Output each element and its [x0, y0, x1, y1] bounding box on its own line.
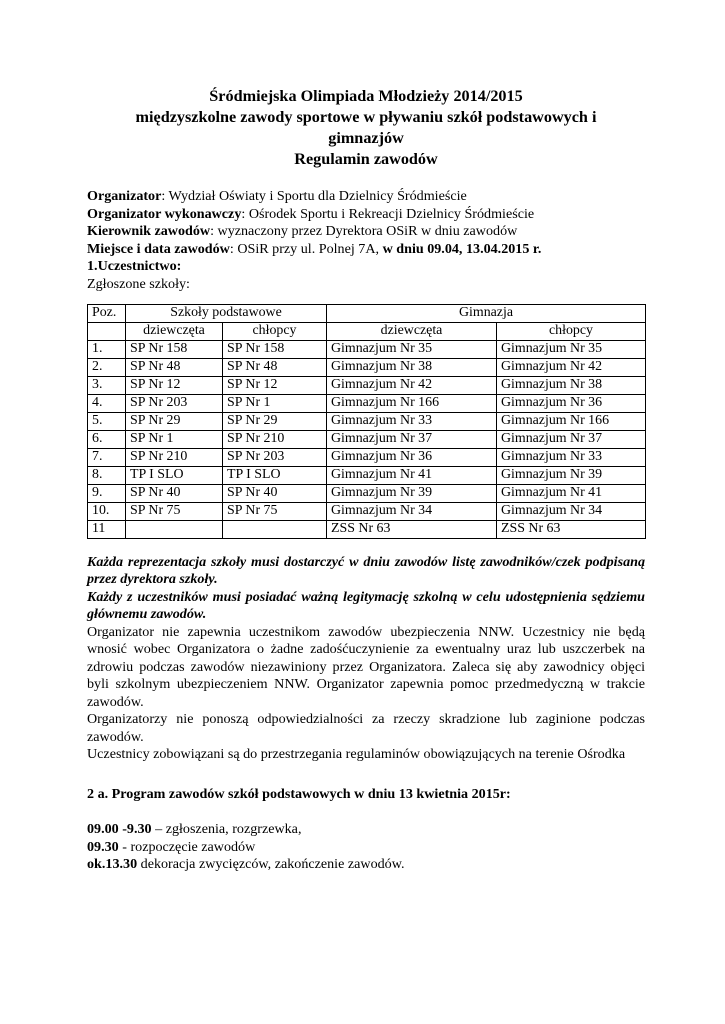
primary-girls-school: SP Nr 1 — [126, 430, 223, 448]
table-row — [88, 340, 646, 358]
row-position: 10. — [88, 502, 126, 520]
section-1-heading: 1.Uczestnictwo: — [87, 258, 182, 275]
program-item: 09.30 - rozpoczęcie zawodów — [87, 838, 256, 855]
primary-boys-school: SP Nr 12 — [223, 376, 327, 394]
primary-schools-header: Szkoły podstawowe — [126, 304, 327, 322]
gym-boys-school: Gimnazjum Nr 35 — [497, 340, 646, 358]
gym-boys-school: Gimnazjum Nr 39 — [497, 466, 646, 484]
title-line-4: Regulamin zawodów — [294, 150, 438, 168]
primary-boys-school: SP Nr 1 — [223, 394, 327, 412]
table-row — [88, 430, 646, 448]
row-position: 8. — [88, 466, 126, 484]
row-position: 11 — [88, 520, 126, 538]
row-position: 5. — [88, 412, 126, 430]
primary-girls-school: SP Nr 40 — [126, 484, 223, 502]
gym-boys-header: chłopcy — [497, 322, 646, 340]
subheader-empty — [88, 322, 126, 340]
title-line-3: gimnazjów — [328, 129, 404, 147]
section-2-heading: 2 a. Program zawodów szkół podstawowych w dniu 13 kwietnia 2015r: — [87, 785, 511, 802]
gym-girls-school: Gimnazjum Nr 35 — [327, 340, 497, 358]
gym-boys-school: Gimnazjum Nr 41 — [497, 484, 646, 502]
row-position: 3. — [88, 376, 126, 394]
gym-boys-school: Gimnazjum Nr 166 — [497, 412, 646, 430]
place-line: Miejsce i data zawodów: OSiR przy ul. Polnej 7A, w dniu 09.04, 13.04.2015 r. — [87, 240, 542, 257]
gym-boys-school: Gimnazjum Nr 42 — [497, 358, 646, 376]
program-item: ok.13.30 dekoracja zwycięzców, zakończenie zawodów. — [87, 856, 405, 873]
gym-boys-school: Gimnazjum Nr 38 — [497, 376, 646, 394]
primary-girls-header: dziewczęta — [126, 322, 223, 340]
note-liability: Organizatorzy nie ponoszą odpowiedzialności za rzeczy skradzione lub zaginione podczas zawodów. — [87, 711, 645, 745]
table-row — [88, 394, 646, 412]
gym-boys-school: Gimnazjum Nr 34 — [497, 502, 646, 520]
table-row — [88, 466, 646, 484]
table-body — [88, 340, 646, 538]
gym-girls-school: Gimnazjum Nr 166 — [327, 394, 497, 412]
gym-girls-school: Gimnazjum Nr 33 — [327, 412, 497, 430]
gym-girls-school: Gimnazjum Nr 38 — [327, 358, 497, 376]
meta-info — [87, 188, 645, 294]
row-position: 7. — [88, 448, 126, 466]
table-row — [88, 502, 646, 520]
primary-girls-school: SP Nr 210 — [126, 448, 223, 466]
table-row — [88, 520, 646, 538]
gym-girls-header: dziewczęta — [327, 322, 497, 340]
row-position: 9. — [88, 484, 126, 502]
entries-label: Zgłoszone szkoły: — [87, 275, 190, 292]
gym-girls-school: Gimnazjum Nr 37 — [327, 430, 497, 448]
document-title — [87, 86, 645, 170]
primary-boys-school: SP Nr 203 — [223, 448, 327, 466]
note-insurance: Organizator nie zapewnia uczestnikom zawodów ubezpieczenia NNW. Uczestnicy nie będą wnosić wobec Organizatora o żadne zadośćuczynienie za ewentualny uraz lub uszczerbek na zdrowiu podczas zawodów niezawiniony przez Organizatora. Zaleca się aby zawodnicy objęci byli szkolnym ubezpieczeniem NNW. Organizator zapewnia pomoc przedmedyczną w trakcie zawodów. — [87, 623, 645, 710]
table-header-row — [88, 304, 646, 322]
organizer-line: Organizator: Wydział Oświaty i Sportu dla Dzielnicy Śródmieście — [87, 188, 467, 204]
table-row — [88, 412, 646, 430]
rules-notes — [87, 554, 645, 764]
primary-girls-school — [126, 520, 223, 538]
table-row — [88, 358, 646, 376]
primary-boys-school: SP Nr 75 — [223, 502, 327, 520]
schools-table — [87, 304, 646, 539]
table-subheader-row — [88, 322, 646, 340]
gym-girls-school: Gimnazjum Nr 42 — [327, 376, 497, 394]
row-position: 1. — [88, 340, 126, 358]
gym-boys-school: Gimnazjum Nr 33 — [497, 448, 646, 466]
primary-boys-school: TP I SLO — [223, 466, 327, 484]
gym-girls-school: Gimnazjum Nr 36 — [327, 448, 497, 466]
title-line-2: międzyszkolne zawody sportowe w pływaniu szkół podstawowych i — [135, 108, 597, 126]
manager-line: Kierownik zawodów: wyznaczony przez Dyrektora OSiR w dniu zawodów — [87, 223, 518, 240]
gym-boys-school: Gimnazjum Nr 36 — [497, 394, 646, 412]
primary-boys-school: SP Nr 40 — [223, 484, 327, 502]
gym-girls-school: Gimnazjum Nr 34 — [327, 502, 497, 520]
primary-boys-header: chłopcy — [223, 322, 327, 340]
primary-girls-school: TP I SLO — [126, 466, 223, 484]
primary-boys-school: SP Nr 29 — [223, 412, 327, 430]
primary-boys-school: SP Nr 158 — [223, 340, 327, 358]
document-page — [87, 86, 645, 874]
primary-boys-school: SP Nr 210 — [223, 430, 327, 448]
primary-girls-school: SP Nr 158 — [126, 340, 223, 358]
program-list — [87, 821, 645, 874]
row-position: 2. — [88, 358, 126, 376]
primary-girls-school: SP Nr 48 — [126, 358, 223, 376]
gymnasium-header: Gimnazja — [327, 304, 646, 322]
primary-girls-school: SP Nr 203 — [126, 394, 223, 412]
table-row — [88, 376, 646, 394]
note-regulations: Uczestnicy zobowiązani są do przestrzegania regulaminów obowiązujących na terenie Ośrodka — [87, 746, 626, 763]
table-row — [88, 484, 646, 502]
title-line-1: Śródmiejska Olimpiada Młodzieży 2014/2015 — [209, 87, 523, 105]
table-row — [88, 448, 646, 466]
primary-girls-school: SP Nr 75 — [126, 502, 223, 520]
gym-boys-school: ZSS Nr 63 — [497, 520, 646, 538]
gym-boys-school: Gimnazjum Nr 37 — [497, 430, 646, 448]
note-list-requirement: Każda reprezentacja szkoły musi dostarczyć w dniu zawodów listę zawodników/czek podpisaną przez dyrektora szkoły. — [87, 553, 645, 588]
row-position: 6. — [88, 430, 126, 448]
gym-girls-school: Gimnazjum Nr 39 — [327, 484, 497, 502]
note-id-requirement: Każdy z uczestników musi posiadać ważną legitymację szkolną w celu udostępnienia sędziemu głównemu zawodów. — [87, 588, 645, 623]
primary-boys-school: SP Nr 48 — [223, 358, 327, 376]
row-position: 4. — [88, 394, 126, 412]
gym-girls-school: ZSS Nr 63 — [327, 520, 497, 538]
program-item: 09.00 -9.30 – zgłoszenia, rozgrzewka, — [87, 821, 302, 838]
primary-boys-school — [223, 520, 327, 538]
gym-girls-school: Gimnazjum Nr 41 — [327, 466, 497, 484]
executive-line: Organizator wykonawczy: Ośrodek Sportu i Rekreacji Dzielnicy Śródmieście — [87, 205, 535, 222]
primary-girls-school: SP Nr 29 — [126, 412, 223, 430]
primary-girls-school: SP Nr 12 — [126, 376, 223, 394]
col-pos-header: Poz. — [88, 304, 126, 322]
